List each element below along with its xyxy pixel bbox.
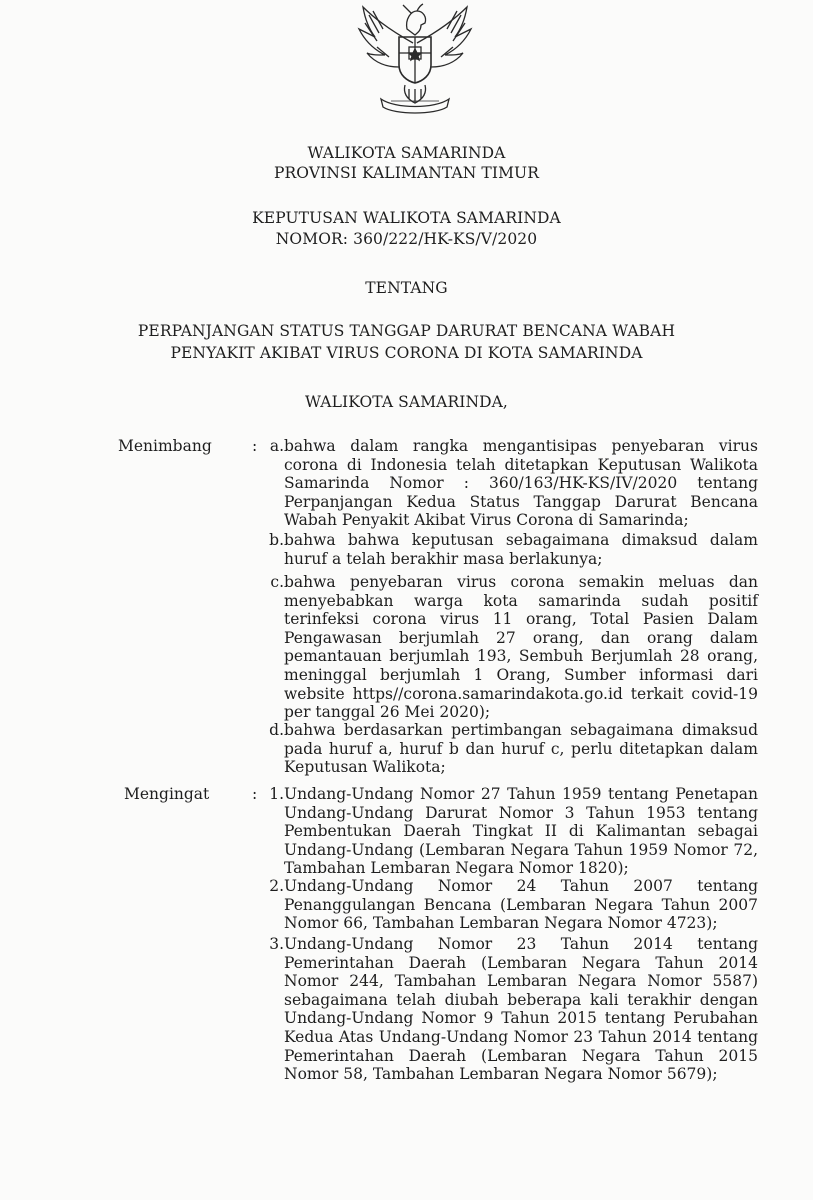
mengingat-marker-2: 2. (269, 877, 284, 895)
menimbang-item-c: bahwa penyebaran virus corona semakin meluas dan menyebabkan warga kota samarinda sudah positif terinfeksi corona virus 11 orang, Total Pasien Dalam Pengawasan berjumlah 27 orang, dan orang dalam pemantauan berjumlah 193, Sembuh Berjumlah 28 orang, meninggal berjumlah 1 Orang, Sumber informasi dari website https//corona.samarindakota.go.id terkait covid-19 per tanggal 26 Mei 2020); (284, 573, 758, 722)
subject-line-2: PENYAKIT AKIBAT VIRUS CORONA DI KOTA SAMARINDA (170, 344, 643, 362)
menimbang-item-a: bahwa dalam rangka mengantisipas penyebaran virus corona di Indonesia telah ditetapkan Keputusan Walikota Samarinda Nomor : 360/163/HK-KS/IV/2020 tentang Perpanjangan Kedua Status Tanggap Darurat Bencana Wabah Penyakit Akibat Virus Corona di Samarinda; (284, 437, 758, 530)
mengingat-marker-1: 1. (269, 785, 284, 803)
menimbang-item-d: bahwa berdasarkan pertimbangan sebagaimana dimaksud pada huruf a, huruf b dan huruf c, perlu ditetapkan dalam Keputusan Walikota; (284, 721, 758, 777)
menimbang-colon: : (252, 437, 258, 455)
issuer-heading: WALIKOTA SAMARINDA, (305, 393, 508, 411)
menimbang-marker-c: c. (270, 573, 284, 591)
decree-number: NOMOR: 360/222/HK-KS/V/2020 (275, 230, 538, 248)
menimbang-item-b: bahwa bahwa keputusan sebagaimana dimaksud dalam huruf a telah berakhir masa berlakunya; (284, 531, 758, 568)
menimbang-marker-b: b. (269, 531, 284, 549)
mengingat-label: Mengingat (124, 785, 210, 803)
menimbang-marker-a: a. (269, 437, 284, 455)
subject-line-1: PERPANJANGAN STATUS TANGGAP DARURAT BENCANA WABAH (137, 322, 676, 340)
header-city-title: WALIKOTA SAMARINDA (307, 144, 506, 162)
garuda-pancasila-emblem-icon (355, 3, 475, 115)
mengingat-marker-3: 3. (269, 935, 284, 953)
menimbang-label: Menimbang (118, 437, 212, 455)
about-heading: TENTANG (365, 279, 448, 297)
header-province: PROVINSI KALIMANTAN TIMUR (273, 164, 539, 182)
decree-title: KEPUTUSAN WALIKOTA SAMARINDA (252, 209, 561, 227)
mengingat-item-1: Undang-Undang Nomor 27 Tahun 1959 tentang Penetapan Undang-Undang Darurat Nomor 3 Tahun 1953 tentang Pembentukan Daerah Tingkat II di Kalimantan sebagai Undang-Undang (Lembaran Negara Tahun 1959 Nomor 72, Tambahan Lembaran Negara Nomor 1820); (284, 785, 758, 878)
mengingat-item-2: Undang-Undang Nomor 24 Tahun 2007 tentang Penanggulangan Bencana (Lembaran Negara Tahun 2007 Nomor 66, Tambahan Lembaran Negara Nomor 4723); (284, 877, 758, 933)
mengingat-item-3: Undang-Undang Nomor 23 Tahun 2014 tentang Pemerintahan Daerah (Lembaran Negara Tahun 2014 Nomor 244, Tambahan Lembaran Negara Nomor 5587) sebagaimana telah diubah beberapa kali terakhir dengan Undang-Undang Nomor 9 Tahun 2015 tentang Perubahan Kedua Atas Undang-Undang Nomor 23 Tahun 2014 tentang Pemerintahan Daerah (Lembaran Negara Tahun 2015 Nomor 58, Tambahan Lembaran Negara Nomor 5679); (284, 935, 758, 1084)
mengingat-colon: : (252, 785, 258, 803)
menimbang-marker-d: d. (269, 721, 284, 739)
